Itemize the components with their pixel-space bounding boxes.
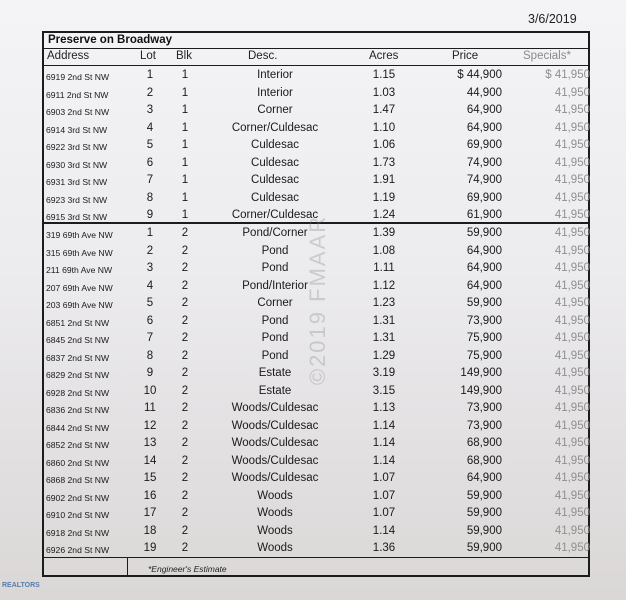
cell-acres: 3.15 [372,384,396,397]
cell-specials: 41,950 [554,227,590,239]
cell-acres: 1.39 [372,227,396,239]
cell-lot: 9 [146,209,154,221]
cell-address: 6922 3rd St NW [46,142,108,152]
cell-acres: 1.12 [372,279,396,292]
cell-specials: 41,950 [554,262,590,274]
cell-desc: Woods [257,489,293,502]
cell-desc: Woods [257,507,293,519]
cell-desc: Woods [257,524,293,537]
cell-address: 6902 2nd St NW [46,492,110,503]
cell-price: 69,900 [466,139,502,151]
cell-acres: 1.14 [372,437,396,449]
cell-price: 68,900 [466,454,502,467]
cell-desc: Pond [261,262,289,274]
cell-acres: 1.23 [372,297,396,309]
cell-desc: Woods/Culdesac [231,419,319,432]
cell-lot: 1 [146,227,154,239]
cell-blk: 2 [181,262,189,274]
cell-blk: 2 [181,244,189,257]
cell-address: 6844 2nd St NW [46,422,110,433]
cell-blk: 2 [181,472,189,484]
cell-lot: 5 [146,139,154,151]
table-row [0,192,626,209]
cell-price: 73,900 [466,402,502,414]
cell-address: 319 69th Ave NW [46,230,113,240]
cell-blk: 1 [181,191,189,204]
cell-blk: 2 [181,367,189,379]
cell-blk: 2 [181,437,189,449]
cell-address: 6829 2nd St NW [46,370,110,380]
cell-specials: 41,950 [554,402,590,414]
table-row [0,542,626,559]
cell-price: 64,900 [466,121,502,134]
cell-price: 64,900 [466,244,502,257]
cell-blk: 2 [181,454,189,467]
cell-lot: 3 [146,262,154,274]
cell-lot: 18 [143,524,157,537]
cell-price: 59,900 [466,227,502,239]
cell-lot: 13 [143,437,157,449]
table-row [0,472,626,489]
cell-specials: 41,950 [554,297,590,309]
cell-specials: 41,950 [554,279,590,292]
cell-blk: 2 [181,524,189,537]
copyright-watermark: ©2019 FMAAR [305,214,330,386]
cell-address: 6928 2nd St NW [46,387,110,398]
cell-address: 6923 3rd St NW [46,194,108,205]
header-specials: Specials* [523,50,571,62]
cell-price: 149,900 [460,367,502,379]
cell-address: 211 69th Ave NW [46,265,113,275]
cell-desc: Woods/Culdesac [231,454,319,467]
cell-acres: 1.14 [372,454,396,467]
cell-lot: 11 [144,402,156,414]
cell-blk: 2 [181,419,189,432]
cell-address: 6919 2nd St NW [46,72,110,82]
table-row [0,104,626,121]
cell-desc: Culdesac [251,156,299,169]
cell-blk: 2 [181,349,189,362]
cell-acres: 1.03 [372,86,396,99]
cell-price: 73,900 [466,419,502,432]
cell-address: 6915 3rd St NW [46,212,108,222]
cell-price: 59,900 [466,297,502,309]
cell-specials: 41,950 [554,472,590,484]
cell-price: 64,900 [466,262,502,274]
cell-lot: 2 [146,244,154,257]
footnote: *Engineer's Estimate [148,564,227,574]
cell-price: 69,900 [466,191,502,204]
cell-price: 149,900 [460,384,502,397]
table-row [0,139,626,156]
cell-address: 6868 2nd St NW [46,475,110,485]
header-divider [42,65,590,66]
cell-lot: 4 [146,121,154,134]
cell-desc: Pond [261,244,289,257]
cell-desc: Pond [261,332,289,344]
cell-desc: Estate [258,367,292,379]
cell-lot: 17 [143,507,157,519]
cell-lot: 4 [146,279,154,292]
cell-desc: Estate [258,384,292,397]
cell-acres: 1.14 [372,419,396,432]
cell-blk: 2 [181,227,189,239]
cell-desc: Woods/Culdesac [231,437,319,449]
cell-blk: 1 [181,174,189,186]
cell-acres: 1.10 [372,121,396,134]
cell-blk: 1 [181,139,189,151]
cell-specials: 41,950 [554,209,590,221]
header-acres: Acres [369,50,399,62]
title-divider [42,48,590,49]
cell-specials: 41,950 [554,437,590,449]
cell-address: 6903 2nd St NW [46,107,110,117]
cell-acres: 1.19 [372,191,396,204]
cell-specials: 41,950 [554,489,590,502]
cell-lot: 9 [146,367,154,379]
cell-specials: 41,950 [554,121,590,134]
cell-price: 59,900 [466,542,502,554]
cell-price: 74,900 [466,174,502,186]
header-lot: Lot [140,50,156,62]
cell-desc: Pond [261,349,289,362]
cell-acres: 1.06 [372,139,396,151]
cell-blk: 2 [181,507,189,519]
table-row [0,525,626,542]
cell-address: 6851 2nd St NW [46,317,110,328]
cell-desc: Interior [257,69,293,81]
cell-blk: 2 [181,297,189,309]
table-row [0,122,626,139]
cell-desc: Pond [261,314,289,327]
cell-price: 64,900 [466,104,502,116]
cell-price: 75,900 [466,332,502,344]
cell-address: 6931 3rd St NW [46,177,108,187]
cell-price: 59,900 [466,489,502,502]
cell-specials: 41,950 [554,507,590,519]
table-title: Preserve on Broadway [48,34,173,46]
cell-specials: 41,950 [554,419,590,432]
footer-column-divider [127,557,128,577]
cell-price: 61,900 [466,209,502,221]
cell-specials: 41,950 [554,156,590,169]
cell-address: 6914 3rd St NW [46,124,108,135]
cell-specials: 41,950 [554,86,590,99]
cell-desc: Woods/Culdesac [231,472,319,484]
cell-specials: 41,950 [554,349,590,362]
cell-specials: 41,950 [554,191,590,204]
cell-address: 6845 2nd St NW [46,335,110,345]
cell-address: 6930 3rd St NW [46,159,108,170]
cell-address: 6926 2nd St NW [46,545,110,555]
cell-blk: 2 [181,314,189,327]
cell-lot: 19 [143,542,157,554]
cell-lot: 15 [143,472,157,484]
cell-price: 64,900 [466,472,502,484]
header-price: Price [452,50,479,62]
table-row [0,507,626,524]
cell-address: 6860 2nd St NW [46,457,110,468]
cell-acres: 1.73 [372,156,396,169]
cell-desc: Pond/Corner [242,227,308,239]
cell-acres: 1.13 [372,402,396,414]
cell-price: $ 44,900 [457,69,502,81]
cell-price: 74,900 [466,156,502,169]
cell-acres: 1.31 [372,314,396,327]
cell-specials: 41,950 [554,104,590,116]
cell-price: 59,900 [466,507,502,519]
cell-address: 6910 2nd St NW [46,510,110,520]
cell-specials: $ 41,950 [545,69,590,81]
cell-desc: Pond/Interior [242,279,308,292]
cell-address: 6837 2nd St NW [46,352,110,363]
cell-lot: 1 [146,69,154,81]
cell-specials: 41,950 [554,139,590,151]
cell-blk: 2 [181,489,189,502]
cell-specials: 41,950 [554,384,590,397]
cell-blk: 2 [181,279,189,292]
table-row [0,420,626,437]
cell-specials: 41,950 [554,332,590,344]
cell-blk: 2 [181,384,189,397]
table-row [0,69,626,86]
cell-lot: 10 [143,384,157,397]
cell-specials: 41,950 [554,314,590,327]
header-address: Address [47,50,90,62]
cell-desc: Corner/Culdesac [231,121,319,134]
cell-specials: 41,950 [554,524,590,537]
cell-desc: Woods [257,542,293,554]
cell-price: 73,900 [466,314,502,327]
cell-blk: 2 [181,402,189,414]
cell-acres: 1.36 [372,542,396,554]
cell-desc: Culdesac [251,174,299,186]
cell-price: 75,900 [466,349,502,362]
cell-blk: 2 [181,542,189,554]
table-row [0,402,626,419]
cell-lot: 3 [146,104,154,116]
realtors-logo: REALTORS [2,582,40,589]
table-row [0,385,626,402]
cell-acres: 1.47 [372,104,396,116]
header-desc: Desc. [248,50,278,62]
cell-acres: 1.08 [372,244,396,257]
cell-price: 64,900 [466,279,502,292]
cell-address: 6852 2nd St NW [46,440,110,450]
cell-desc: Culdesac [251,139,299,151]
cell-lot: 14 [143,454,157,467]
cell-address: 6918 2nd St NW [46,527,110,538]
cell-lot: 8 [146,349,154,362]
cell-acres: 1.07 [372,489,396,502]
cell-desc: Woods/Culdesac [231,402,319,414]
cell-specials: 41,950 [554,542,590,554]
header-blk: Blk [176,50,192,62]
cell-blk: 1 [181,104,189,116]
document-date: 3/6/2019 [528,12,577,26]
cell-address: 6836 2nd St NW [46,405,110,415]
cell-lot: 12 [143,419,157,432]
table-row [0,87,626,104]
cell-blk: 1 [181,156,189,169]
cell-acres: 1.91 [372,174,396,186]
cell-desc: Corner [257,297,293,309]
cell-lot: 8 [146,191,154,204]
cell-address: 6911 2nd St NW [46,89,109,100]
cell-specials: 41,950 [554,174,590,186]
cell-blk: 1 [181,69,189,81]
cell-acres: 1.24 [372,209,396,221]
cell-acres: 1.07 [372,507,396,519]
cell-address: 203 69th Ave NW [46,300,113,310]
cell-blk: 1 [181,86,189,99]
cell-lot: 5 [146,297,154,309]
cell-acres: 3.19 [372,367,396,379]
cell-lot: 6 [146,314,154,327]
cell-price: 44,900 [466,86,502,99]
table-row [0,455,626,472]
cell-address: 207 69th Ave NW [46,282,113,293]
cell-lot: 6 [146,156,154,169]
cell-specials: 41,950 [554,367,590,379]
cell-acres: 1.14 [372,524,396,537]
cell-lot: 2 [146,86,154,99]
cell-lot: 7 [146,332,154,344]
cell-acres: 1.07 [372,472,396,484]
cell-lot: 7 [146,174,154,186]
cell-acres: 1.15 [372,69,396,81]
cell-blk: 1 [181,121,189,134]
cell-lot: 16 [143,489,157,502]
table-row [0,174,626,191]
cell-desc: Interior [257,86,293,99]
cell-price: 68,900 [466,437,502,449]
cell-blk: 1 [181,209,189,221]
cell-desc: Corner/Culdesac [231,209,319,221]
cell-desc: Culdesac [251,191,299,204]
cell-acres: 1.11 [373,262,395,274]
cell-desc: Corner [257,104,293,116]
table-row [0,157,626,174]
cell-address: 315 69th Ave NW [46,247,113,258]
cell-blk: 2 [181,332,189,344]
table-row [0,490,626,507]
table-row [0,437,626,454]
cell-price: 59,900 [466,524,502,537]
cell-acres: 1.31 [372,332,396,344]
cell-acres: 1.29 [372,349,396,362]
cell-specials: 41,950 [554,244,590,257]
cell-specials: 41,950 [554,454,590,467]
